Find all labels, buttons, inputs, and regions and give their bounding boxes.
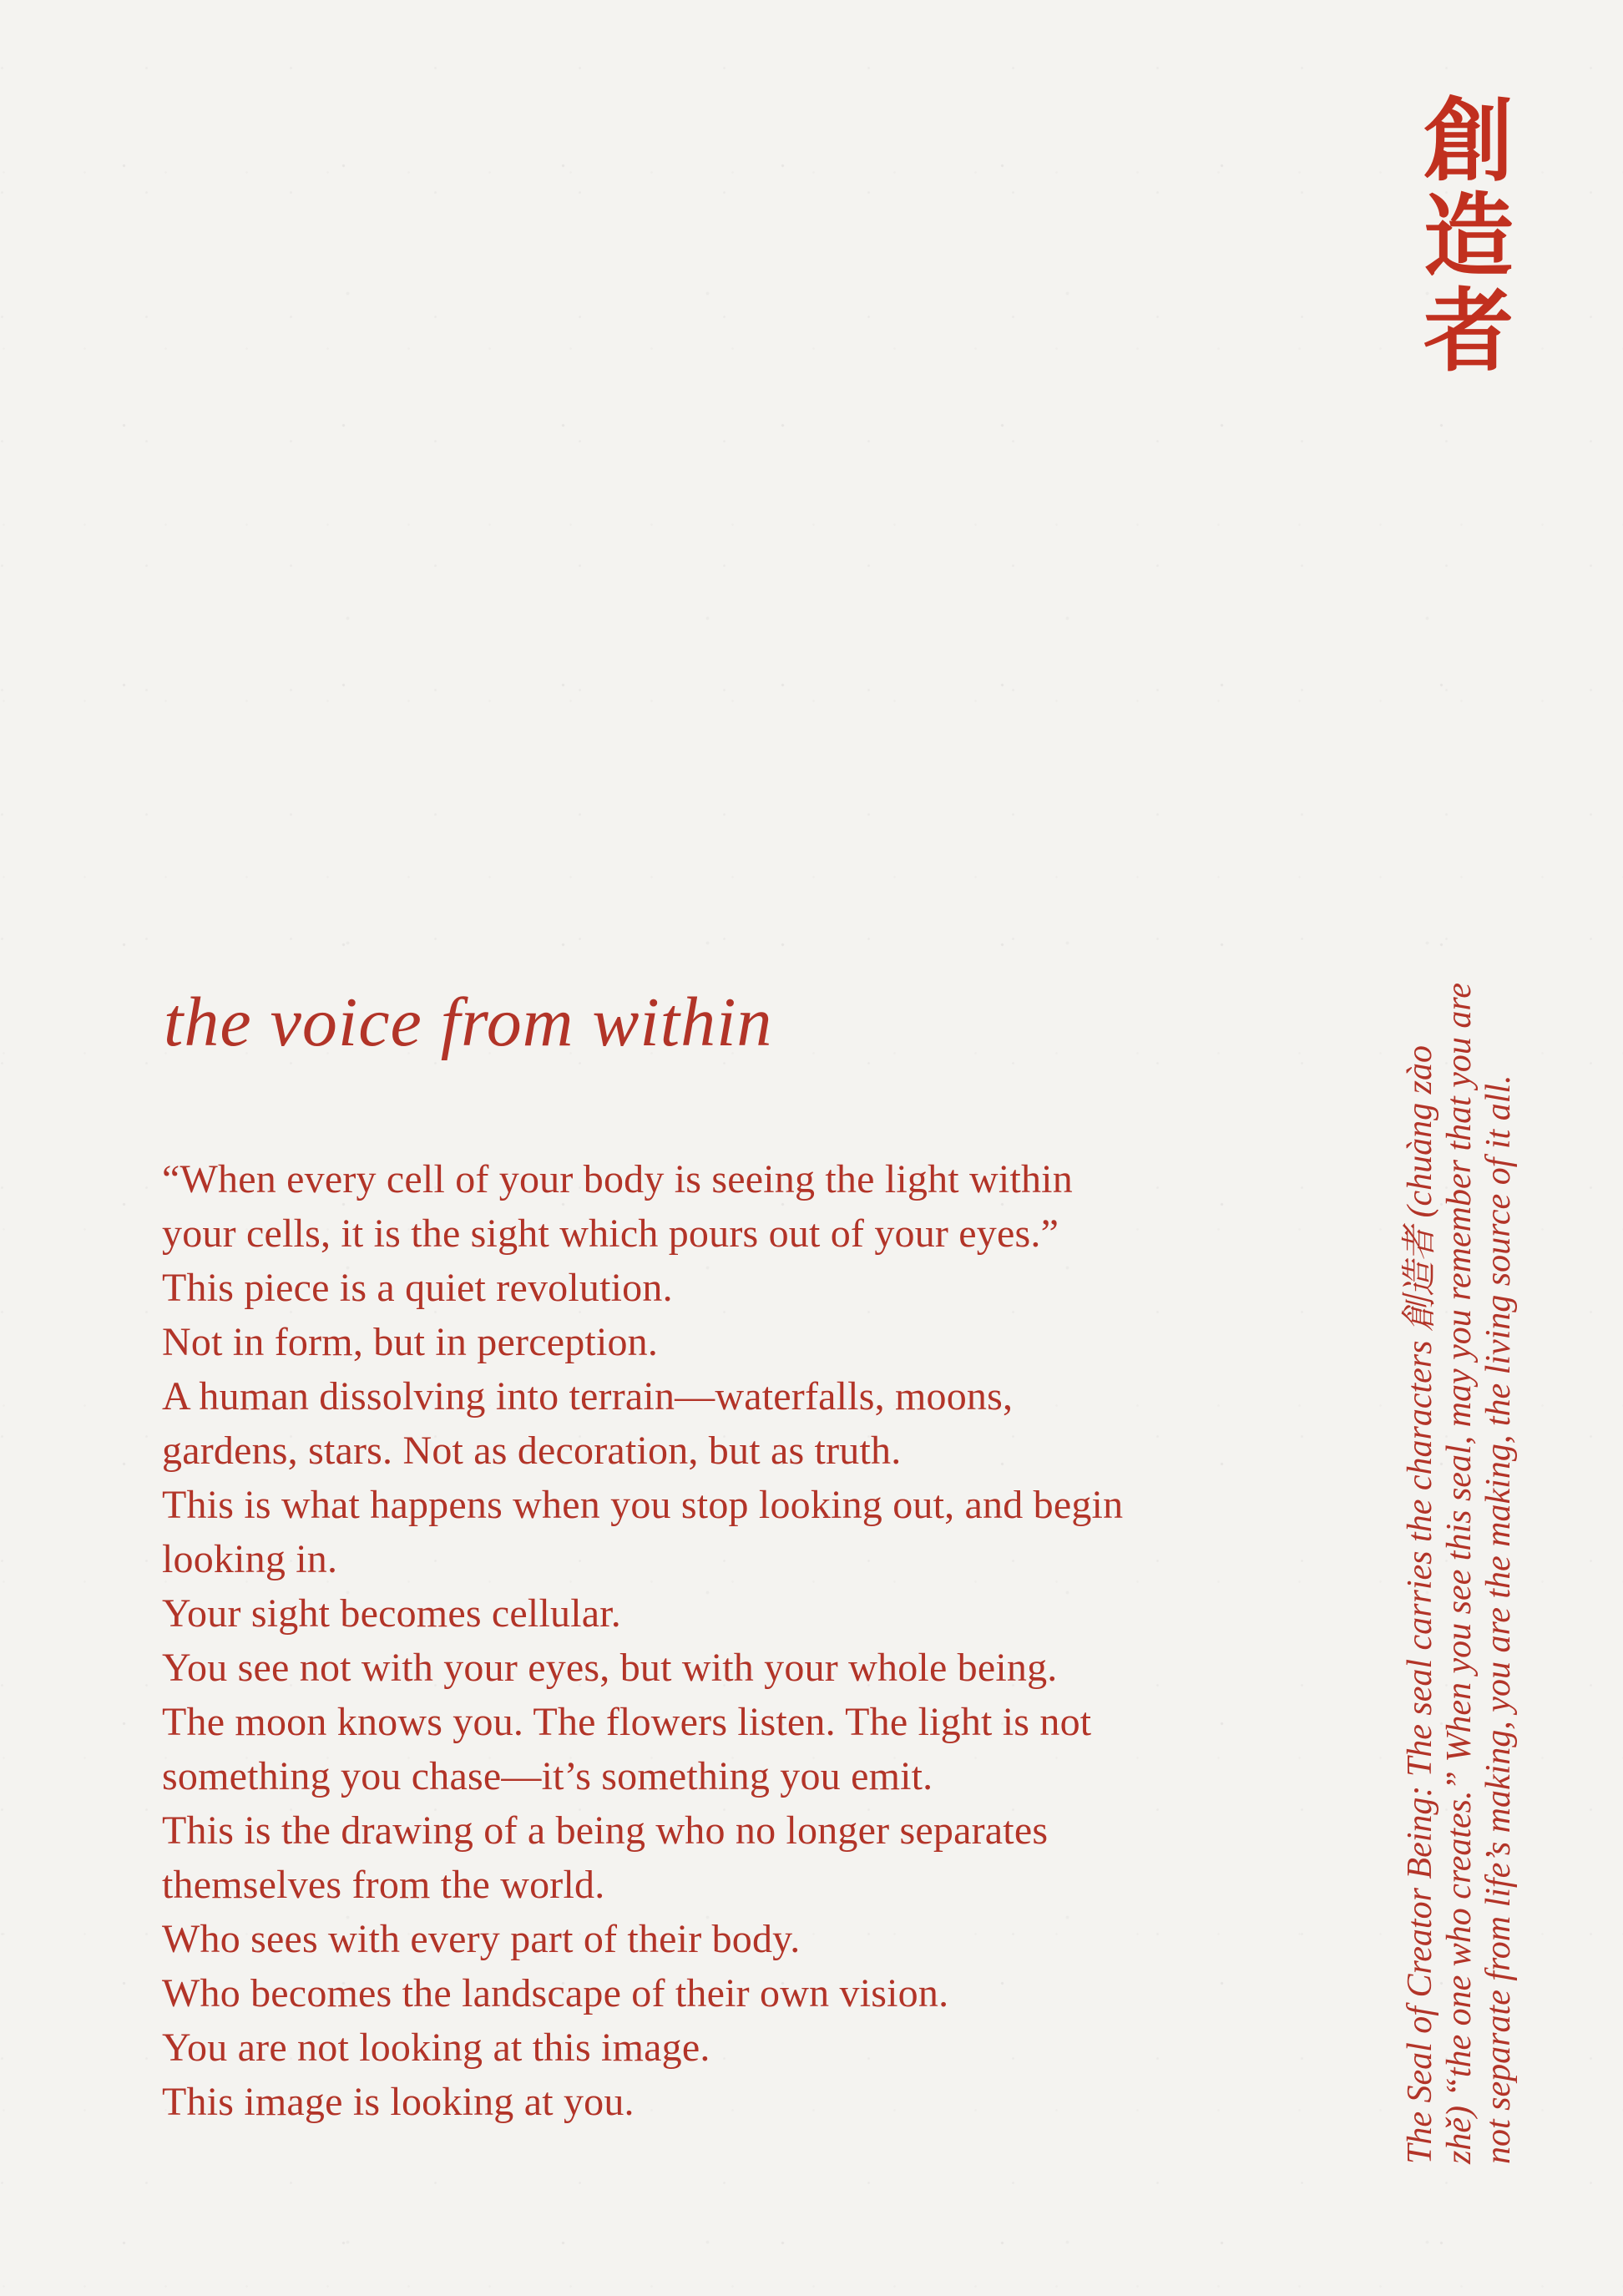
body-line: something you chase—it’s something you emit. [162,1754,933,1798]
body-line: Not in form, but in perception. [162,1320,659,1364]
body-line: This image is looking at you. [162,2080,635,2124]
body-text [162,1152,1381,2129]
seal-character: 造 [1423,184,1514,289]
body-line: Your sight becomes cellular. [162,1591,621,1636]
body-line: Who becomes the landscape of their own vision. [162,1971,949,2015]
body-line: You see not with your eyes, but with your whole being. [162,1646,1058,1690]
seal-character: 創 [1423,89,1514,194]
side-note-line: zhě) “the one who creates.” When you see this seal, may you remember that you are [1440,983,1479,2164]
seal-characters [1408,89,1529,384]
seal-character: 者 [1423,279,1514,384]
body-line: This piece is a quiet revolution. [162,1266,673,1310]
side-note-vertical [1401,962,1519,2164]
body-line: A human dissolving into terrain—waterfalls, moons, [162,1374,1014,1419]
body-line: This is what happens when you stop looking out, and begin [162,1483,1124,1527]
body-line: Who sees with every part of their body. [162,1917,801,1961]
side-note-line: The Seal of Creator Being: The seal carries the characters 創造者 (chuàng zào [1401,1045,1439,2164]
body-line: This is the drawing of a being who no longer separates [162,1808,1049,1853]
body-line: You are not looking at this image. [162,2025,710,2070]
side-note-line: not separate from life’s making, you are the making, the living source of it all. [1479,1075,1518,2164]
body-line: themselves from the world. [162,1863,605,1907]
body-line: “When every cell of your body is seeing the light within [162,1157,1073,1201]
body-line: gardens, stars. Not as decoration, but as truth. [162,1429,902,1473]
page-title: the voice from within [164,984,773,1061]
body-line: looking in. [162,1537,338,1581]
body-line: your cells, it is the sight which pours out of your eyes.” [162,1211,1059,1256]
body-line: The moon knows you. The flowers listen. The light is not [162,1700,1092,1744]
